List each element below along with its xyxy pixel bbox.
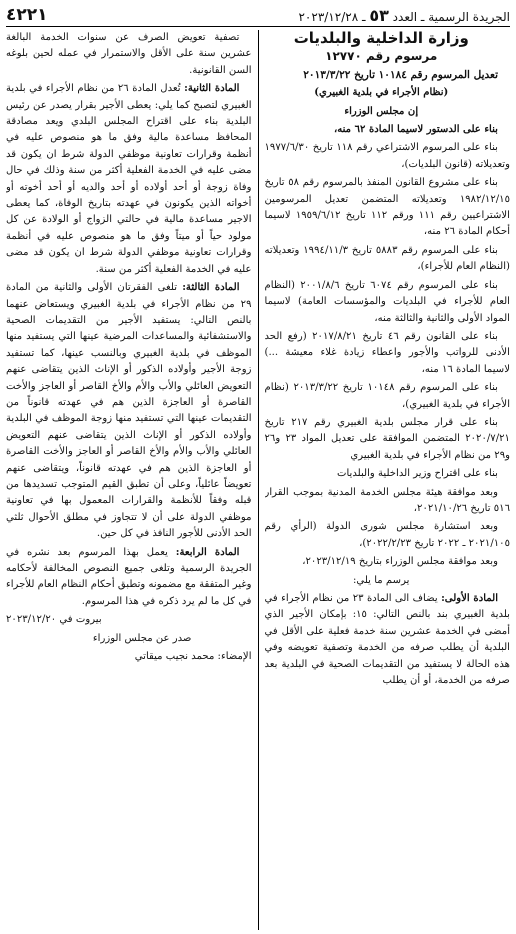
two-column-body	[6, 30, 510, 930]
decree-subject: تعديل المرسوم رقم ١٠١٨٤ تاريخ ٢٠١٣/٣/٢٢	[303, 68, 498, 81]
article-2-text: تُعدل المادة ٢٦ من نظام الأجراء في بلدية الغبيري لتصبح كما يلي: يعطى الأجير بقرار يصدر عن رئيس البلدية بناء على اقتراح المجلس البلدي ويعد مصادقة المحافظ مساعدة مالية وفق ما هو منصوص عليه في أنظمة وقرارات تعاونية موظفي الدولة شرط ان يكون قد مضى عليه في الخدمة الفعلية أكثر من سنة وذلك في حال وفاة زوجة أو أحد أولاده أو أحد والديه أو أحد أخوته أو أخواته الذين يكونون في عهدته بتاريخ الوفاة، كما يعطى الاجير مساعدة مالية في حالتي الزواج أو الولادة عن كل مولود حياً أو ميتاً وفق ما هو منصوص عليه في أنظمة وقرارات تعاونية موظفي الدولة شرط ان يكون قد مضى عليه في الخدمة الفعلية أكثر من سنة.	[6, 83, 252, 275]
preamble-10: وبعد استشارة مجلس شورى الدولة (الرأي رقم ٢٠٢١/١٠٥ ـ ٢٠٢٢ تاريخ ٢٠٢٢/٢/٢٣)،	[264, 521, 510, 549]
decrees-line: يرسم ما يلي:	[353, 574, 410, 586]
issued-place-date: بيروت في ٢٠٢٣/١٢/٢٠	[6, 614, 102, 626]
preamble-11: وبعد موافقة مجلس الوزراء بتاريخ ٢٠٢٣/١٢/١٩،	[302, 556, 498, 568]
preamble-5: بناء على القانون رقم ٤٦ تاريخ ٢٠١٧/٨/٢١ (رفع الحد الأدنى للرواتب والأجور واعطاء زيادة غلاء معيشة ...) لاسيما المادة ١٦ منه،	[264, 330, 510, 375]
article-2-label: المادة الثانية:	[184, 83, 240, 95]
preamble-4: بناء على المرسوم رقم ٦٠٧٤ تاريخ ٢٠٠١/٨/٦ (النظام العام للأجراء في البلديات والمؤسسات العامة) لاسيما المواد الأولى والثانية والثالثة منه،	[264, 279, 510, 324]
article-4-text: يعمل بهذا المرسوم بعد نشره في الجريدة الرسمية وتلغى جميع النصوص المخالفة لأحكامه وغير المتفقة مع مضمونه وتطبق أحكام النظام العام للأجراء في كل ما لم يرد ذكره في هذا المرسوم.	[6, 546, 252, 607]
council-heading: إن مجلس الوزراء	[344, 105, 419, 117]
preamble-0: بناء على الدستور لاسيما المادة ٦٢ منه،	[333, 124, 498, 136]
article-2	[6, 81, 252, 278]
preamble-6: بناء على المرسوم رقم ١٠١٤٨ تاريخ ٢٠١٣/٣/٢٢ (نظام الأجراء في بلدية الغبيري)،	[264, 382, 510, 410]
issue-number: ٥٣	[369, 5, 389, 25]
publication-info	[298, 6, 510, 25]
ministry-title: وزارة الداخلية والبلديات	[293, 30, 469, 47]
preamble-9: وبعد موافقة هيئة مجلس الخدمة المدنية بموجب القرار ٥١٦ تاريخ ٢٠٢١/١٠/٢٦،	[264, 486, 510, 514]
left-column	[6, 30, 252, 930]
signature: الإمضاء: محمد نجيب ميقاتي	[134, 651, 252, 663]
article-4-label: المادة الرابعة:	[175, 546, 240, 558]
page-header	[6, 4, 510, 27]
preamble-8: بناء على اقتراح وزير الداخلية والبلديات	[336, 468, 498, 480]
article-3-text: تلغى الفقرتان الأولى والثانية من المادة ٢٩ من نظام الأجراء في بلدية الغبيري ويستعاض عنهما بالنص التالي: يستفيد الأجير من التقديمات الصحية والاستشفائية والمساعدات المرضية عينها التي يستفيد منها الموظف في بلدية الغبيري وبالنسب عينها، كما تستفيد زوجة الأجير وأولاده الذكور أو الإناث الذين يتقاضى عنهم التعويض العائلي والأب والأم والأخ القاصر أو العاجز والأخت القاصرة أو العاجزة الذين هم في عهدته قانوناً من التقديمات عينها التي تستفيد منها زوجة الموظف في البلدية وأولاده الذكور أو الإناث الذين يتقاضى عنهم التعويض العائلي والأب والأم والأخ القاصر أو العاجز والأخت القاصرة أو العاجزة الذين هم في عهدته قانوناً، ويتقاضى عنهم تعويضاً عائلياً، وعلى أن تطبق القيم المتوجب تسديدها من قبله وفقاً للأنظمة والقرارات المعمول بها في تعاونية موظفي الدولة على أن لا تتجاوز في مطلق الأحوال ثلثي الحد الأدنى للأجور النافذ في كل حين.	[6, 282, 252, 540]
column-divider	[258, 30, 259, 930]
preamble-7: بناء على قرار مجلس بلدية الغبيري رقم ٢١٧ تاريخ ٢٠٢٠/٧/٢١ المتضمن الموافقة على تعديل المواد ٢٣ و٢٦ و٢٩ من نظام الأجراء في بلدية الغبيري	[264, 416, 510, 461]
decree-subject-subtitle: (نظام الأجراء في بلدية الغبيري)	[314, 87, 449, 99]
article-1-text: يضاف الى المادة ٢٣ من نظام الأجراء في بلدية الغبيري بند بالنص التالي: ١٥: بإمكان الأجير الذي أمضى في الخدمة عشرين سنة خدمة فعلية على الأقل في البلدية أن يطلب صرفه من الخدمة وتصفية تعويضه وفي هذه الحالة لا يستفيد من التقديمات الصحية في البلدية بعد صرفه من الخدمة، أو أن يطلب	[264, 593, 510, 687]
preamble-3: بناء على المرسوم رقم ٥٨٨٣ تاريخ ١٩٩٤/١١/٣ وتعديلاته (النظام العام للأجراء)،	[264, 244, 510, 273]
article-1-label: المادة الأولى:	[441, 593, 498, 604]
article-1	[265, 591, 511, 689]
article-3	[6, 280, 252, 543]
preamble-1: بناء على المرسوم الاشتراعي رقم ١١٨ تاريخ ١٩٧٧/٦/٣٠ وتعديلاته (قانون البلديات)،	[264, 142, 510, 170]
right-column	[265, 30, 511, 930]
article-1-continuation: تصفية تعويض الصرف عن سنوات الخدمة البالغة عشرين سنة على الأقل والاستمرار في عمله لحين بلوغه السن القانونية.	[6, 32, 252, 76]
issued-by: صدر عن مجلس الوزراء	[92, 632, 192, 644]
publication-name: الجريدة الرسمية ـ العدد	[392, 9, 510, 24]
article-3-label: المادة الثالثة:	[182, 282, 240, 294]
preamble-2: بناء على مشروع القانون المنفذ بالمرسوم رقم ٥٨ تاريخ ١٩٨٢/١٢/١٥ وتعديلاته المتضمن تعديل المرسومين الاشتراعيين رقم ١١١ ورقم ١١٢ تاريخ ١٩٥٩/٦/١٢ لاسيما أحكام المادة ٢٦ منه،	[264, 177, 510, 238]
article-4	[6, 545, 252, 611]
issue-date: ـ ٢٠٢٣/١٢/٢٨	[298, 9, 366, 24]
decree-number: مرسوم رقم ١٢٧٧٠	[325, 49, 438, 64]
page-number: ٤٢٢١	[6, 5, 48, 25]
